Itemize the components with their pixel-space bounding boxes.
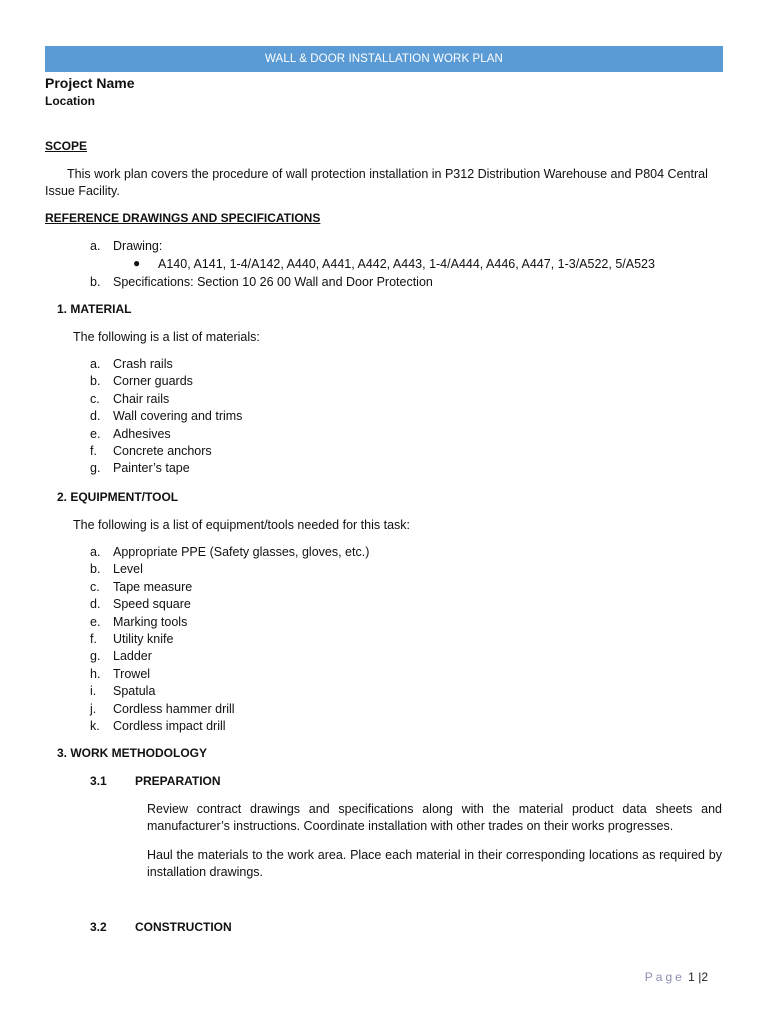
page-label: Page xyxy=(644,970,685,984)
list-text: Painter’s tape xyxy=(113,461,190,476)
total-pages: 2 xyxy=(701,970,708,984)
location: Location xyxy=(45,94,95,108)
equipment-heading: 2. EQUIPMENT/TOOL xyxy=(57,490,179,504)
list-text: Crash rails xyxy=(113,357,173,371)
preparation-paragraph: Haul the materials to the work area. Place each material in their corresponding locations as required by installation drawings. xyxy=(147,848,722,879)
scope-heading: SCOPE xyxy=(45,139,88,153)
list-marker: k. xyxy=(90,719,100,733)
list-marker: b. xyxy=(90,562,101,577)
list-text: Ladder xyxy=(113,649,152,664)
project-name: Project Name xyxy=(45,75,135,91)
page-footer xyxy=(645,970,708,984)
page-separator: | xyxy=(698,970,702,984)
list-marker: a. xyxy=(90,545,101,559)
list-marker: h. xyxy=(90,666,101,681)
list-marker: c. xyxy=(90,579,100,594)
list-marker: f. xyxy=(90,444,97,458)
list-text: Corner guards xyxy=(113,374,193,389)
list-marker: f. xyxy=(90,632,97,646)
subsection-number: 3.2 xyxy=(90,920,107,934)
list-text: Utility knife xyxy=(113,632,174,646)
subsection-title: PREPARATION xyxy=(135,774,221,788)
list-text: Cordless hammer drill xyxy=(113,701,235,716)
list-text: Chair rails xyxy=(113,391,170,406)
list-marker: j. xyxy=(90,701,97,716)
list-text: Level xyxy=(113,562,143,577)
subsection-number: 3.1 xyxy=(90,774,107,788)
drawing-list: A140, A141, 1-4/A142, A440, A441, A442, A443, 1-4/A444, A446, A447, 1-3/A522, 5/A523 xyxy=(158,257,655,271)
material-heading: 1. MATERIAL xyxy=(57,302,132,316)
list-marker: b. xyxy=(90,374,101,389)
list-text: Cordless impact drill xyxy=(113,719,226,733)
bullet-icon: ● xyxy=(133,256,141,270)
list-marker: c. xyxy=(90,391,100,406)
list-text: Trowel xyxy=(113,666,151,681)
document-banner: WALL & DOOR INSTALLATION WORK PLAN xyxy=(45,46,723,72)
list-text: Appropriate PPE (Safety glasses, gloves, etc.) xyxy=(113,545,370,559)
list-text: Marking tools xyxy=(113,614,188,629)
list-marker: g. xyxy=(90,649,101,664)
equipment-intro: The following is a list of equipment/tools needed for this task: xyxy=(73,518,410,532)
list-marker: d. xyxy=(90,597,101,612)
list-text: Specifications: Section 10 26 00 Wall and Door Protection xyxy=(113,275,433,289)
list-marker: e. xyxy=(90,614,101,629)
preparation-paragraph: Review contract drawings and specifications along with the material product data sheets and manufacturer’s instructions. Coordinate installation with other trades on their works progresses. xyxy=(147,802,722,833)
list-text: Drawing: xyxy=(113,239,163,253)
list-marker: d. xyxy=(90,409,101,424)
list-marker: a. xyxy=(90,357,101,371)
list-text: Speed square xyxy=(113,597,191,612)
methodology-heading: 3. WORK METHODOLOGY xyxy=(57,746,207,760)
list-text: Spatula xyxy=(113,684,156,699)
list-marker: g. xyxy=(90,461,101,476)
scope-text: This work plan covers the procedure of wall protection installation in P312 Distribution Warehouse and P804 Central Issue Facility. xyxy=(45,167,708,198)
list-marker: i. xyxy=(90,684,97,699)
list-text: Concrete anchors xyxy=(113,444,212,458)
list-text: Wall covering and trims xyxy=(113,409,243,424)
material-intro: The following is a list of materials: xyxy=(73,330,260,344)
list-text: Adhesives xyxy=(113,426,171,441)
list-text: Tape measure xyxy=(113,579,193,594)
reference-heading: REFERENCE DRAWINGS AND SPECIFICATIONS xyxy=(45,211,321,225)
list-marker: a. xyxy=(90,239,101,253)
current-page: 1 xyxy=(688,970,695,984)
list-marker: e. xyxy=(90,426,101,441)
list-marker: b. xyxy=(90,275,101,289)
subsection-title: CONSTRUCTION xyxy=(135,920,232,934)
